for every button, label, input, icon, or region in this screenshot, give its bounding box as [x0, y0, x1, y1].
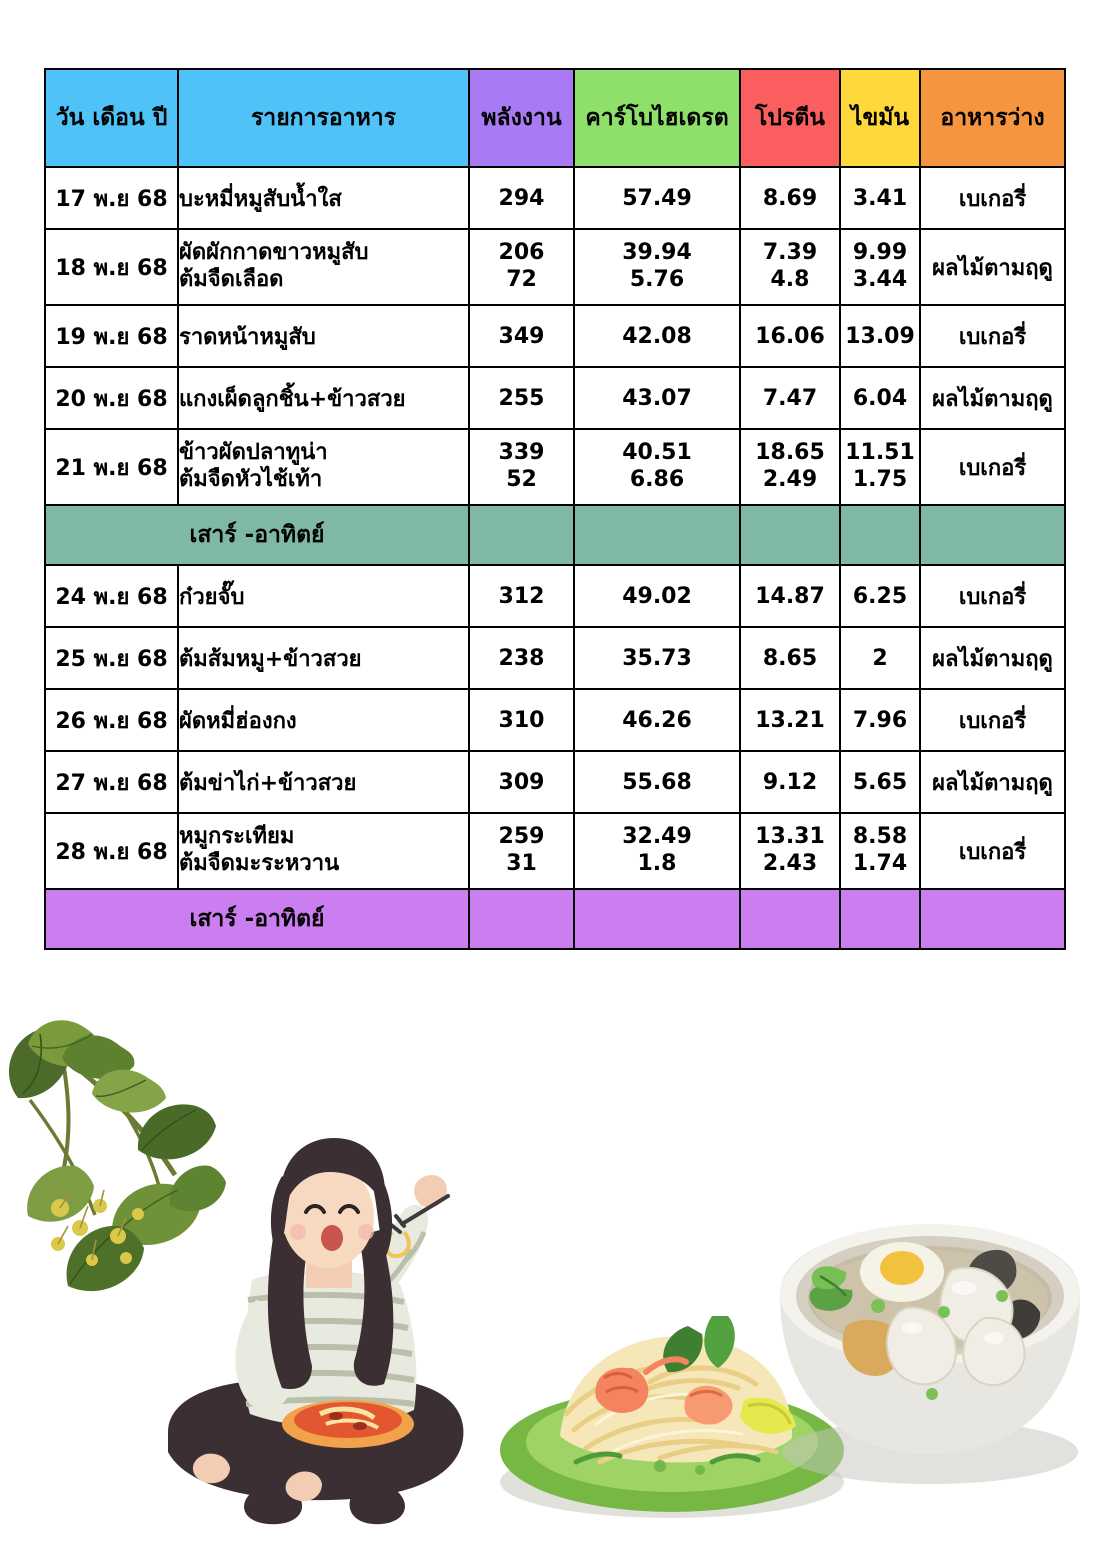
cell-carb-line1: 40.51 [622, 440, 692, 466]
cell-protein [740, 229, 840, 305]
cell-food: ก๋วยจั๊บ [178, 565, 469, 627]
cell-snack: ผลไม้ตามฤดู [920, 367, 1065, 429]
cell-energy [469, 813, 574, 889]
cell-energy-line2: 52 [506, 467, 537, 492]
table-row [45, 565, 1065, 627]
column-header-protein: โปรตีน [740, 69, 840, 167]
column-header-fat: ไขมัน [840, 69, 920, 167]
weekend-filler-snack [920, 505, 1065, 565]
table-row [45, 229, 1065, 305]
cell-date: 27 พ.ย 68 [45, 751, 178, 813]
cell-protein: 9.12 [740, 751, 840, 813]
cell-food: แกงเผ็ดลูกชิ้น+ข้าวสวย [178, 367, 469, 429]
header-row [45, 69, 1065, 167]
table-body [45, 167, 1065, 949]
cell-fat-line2: 1.75 [852, 467, 908, 492]
cell-date: 25 พ.ย 68 [45, 627, 178, 689]
table-row [45, 751, 1065, 813]
cell-energy: 312 [469, 565, 574, 627]
table-row [45, 813, 1065, 889]
cell-fat: 6.25 [840, 565, 920, 627]
cell-carb: 57.49 [574, 167, 740, 229]
cell-snack: เบเกอรี่ [920, 565, 1065, 627]
cell-food-line1: ข้าวผัดปลาทูน่า [179, 440, 328, 466]
cell-date: 17 พ.ย 68 [45, 167, 178, 229]
cell-fat: 13.09 [840, 305, 920, 367]
cell-food-line2: ต้มจืดหัวไช้เท้า [179, 467, 323, 492]
cell-carb: 35.73 [574, 627, 740, 689]
cell-carb-line2: 5.76 [629, 267, 685, 292]
cell-snack: เบเกอรี่ [920, 689, 1065, 751]
cell-carb-line2: 6.86 [629, 467, 685, 492]
cell-carb [574, 229, 740, 305]
cell-protein-line1: 18.65 [755, 440, 825, 466]
weekend-filler-carb [574, 889, 740, 949]
weekend-label: เสาร์ -อาทิตย์ [45, 505, 469, 565]
cell-food-line2: ต้มจืดเลือด [179, 267, 284, 292]
cell-date: 21 พ.ย 68 [45, 429, 178, 505]
cell-energy: 310 [469, 689, 574, 751]
girl-eating-illustration [168, 1138, 463, 1524]
table-row [45, 367, 1065, 429]
cell-fat: 6.04 [840, 367, 920, 429]
cell-energy: 309 [469, 751, 574, 813]
cell-food: ต้มส้มหมู+ข้าวสวย [178, 627, 469, 689]
cell-date: 18 พ.ย 68 [45, 229, 178, 305]
cell-carb-line1: 39.94 [622, 240, 692, 266]
cell-food-line1: ผัดผักกาดขาวหมูสับ [179, 240, 369, 266]
cell-protein [740, 813, 840, 889]
cell-energy-line2: 31 [506, 851, 537, 876]
cell-energy [469, 229, 574, 305]
cell-protein: 14.87 [740, 565, 840, 627]
table-row [45, 167, 1065, 229]
cell-energy [469, 429, 574, 505]
cell-food: ต้มข่าไก่+ข้าวสวย [178, 751, 469, 813]
cell-fat [840, 429, 920, 505]
cell-fat [840, 229, 920, 305]
weekend-filler-fat [840, 505, 920, 565]
cell-food: ราดหน้าหมูสับ [178, 305, 469, 367]
cell-date: 20 พ.ย 68 [45, 367, 178, 429]
cell-protein-line1: 7.39 [762, 240, 818, 266]
cell-snack: ผลไม้ตามฤดู [920, 627, 1065, 689]
weekend-filler-energy [469, 889, 574, 949]
cell-food: บะหมี่หมูสับน้ำใส [178, 167, 469, 229]
cell-date: 28 พ.ย 68 [45, 813, 178, 889]
table-row [45, 305, 1065, 367]
cell-protein: 8.69 [740, 167, 840, 229]
cell-fat: 2 [840, 627, 920, 689]
cell-protein [740, 429, 840, 505]
cell-protein-line2: 4.8 [770, 267, 810, 292]
weekend-filler-protein [740, 889, 840, 949]
cell-snack: เบเกอรี่ [920, 305, 1065, 367]
cell-protein-line2: 2.49 [762, 467, 818, 492]
cell-food [178, 813, 469, 889]
cell-protein: 13.21 [740, 689, 840, 751]
column-header-food: รายการอาหาร [178, 69, 469, 167]
cell-energy-line1: 206 [498, 240, 545, 266]
pad-thai-plate-illustration [500, 1316, 844, 1518]
column-header-energy: พลังงาน [469, 69, 574, 167]
cell-protein: 8.65 [740, 627, 840, 689]
weekend-filler-energy [469, 505, 574, 565]
weekend-row-teal [45, 505, 1065, 565]
cell-energy-line1: 339 [498, 440, 545, 466]
cell-protein-line1: 13.31 [755, 824, 825, 850]
cell-food-line2: ต้มจืดมะระหวาน [179, 851, 340, 876]
weekend-filler-carb [574, 505, 740, 565]
cell-carb: 43.07 [574, 367, 740, 429]
cell-carb-line1: 32.49 [622, 824, 692, 850]
weekend-filler-protein [740, 505, 840, 565]
cell-fat-line2: 3.44 [852, 267, 908, 292]
table-row [45, 627, 1065, 689]
cell-fat [840, 813, 920, 889]
cell-energy: 294 [469, 167, 574, 229]
cell-carb-line2: 1.8 [637, 851, 677, 876]
cell-fat-line1: 11.51 [845, 440, 915, 466]
cell-fat-line1: 9.99 [852, 240, 908, 266]
weekend-row-purple [45, 889, 1065, 949]
cell-snack: เบเกอรี่ [920, 813, 1065, 889]
cell-fat: 5.65 [840, 751, 920, 813]
cell-carb: 46.26 [574, 689, 740, 751]
cell-fat-line2: 1.74 [852, 851, 908, 876]
cell-snack: ผลไม้ตามฤดู [920, 751, 1065, 813]
cell-snack: เบเกอรี่ [920, 167, 1065, 229]
cell-carb [574, 813, 740, 889]
weekend-label: เสาร์ -อาทิตย์ [45, 889, 469, 949]
cell-energy: 255 [469, 367, 574, 429]
cell-protein-line2: 2.43 [762, 851, 818, 876]
leafy-branch-illustration [9, 1020, 226, 1291]
column-header-date: วัน เดือน ปี [45, 69, 178, 167]
cell-snack: เบเกอรี่ [920, 429, 1065, 505]
cell-food-line1: หมูกระเทียม [179, 824, 295, 850]
cell-protein: 16.06 [740, 305, 840, 367]
table-row [45, 429, 1065, 505]
cell-carb: 42.08 [574, 305, 740, 367]
noodle-soup-bowl-illustration [780, 1224, 1080, 1484]
table-header [45, 69, 1065, 167]
weekend-filler-snack [920, 889, 1065, 949]
cell-food: ผัดหมี่ฮ่องกง [178, 689, 469, 751]
cell-energy-line2: 72 [506, 267, 537, 292]
weekend-filler-fat [840, 889, 920, 949]
cell-carb [574, 429, 740, 505]
column-header-snack: อาหารว่าง [920, 69, 1065, 167]
cell-food [178, 229, 469, 305]
cell-fat: 3.41 [840, 167, 920, 229]
cell-energy: 238 [469, 627, 574, 689]
cell-fat: 7.96 [840, 689, 920, 751]
cell-date: 19 พ.ย 68 [45, 305, 178, 367]
cell-carb: 49.02 [574, 565, 740, 627]
cell-date: 24 พ.ย 68 [45, 565, 178, 627]
cell-date: 26 พ.ย 68 [45, 689, 178, 751]
cell-fat-line1: 8.58 [852, 824, 908, 850]
cell-food [178, 429, 469, 505]
cell-snack: ผลไม้ตามฤดู [920, 229, 1065, 305]
column-header-carb: คาร์โบไฮเดรต [574, 69, 740, 167]
cell-protein: 7.47 [740, 367, 840, 429]
cell-energy: 349 [469, 305, 574, 367]
weekly-menu-table [44, 68, 1066, 950]
table-row [45, 689, 1065, 751]
cell-energy-line1: 259 [498, 824, 545, 850]
cell-carb: 55.68 [574, 751, 740, 813]
